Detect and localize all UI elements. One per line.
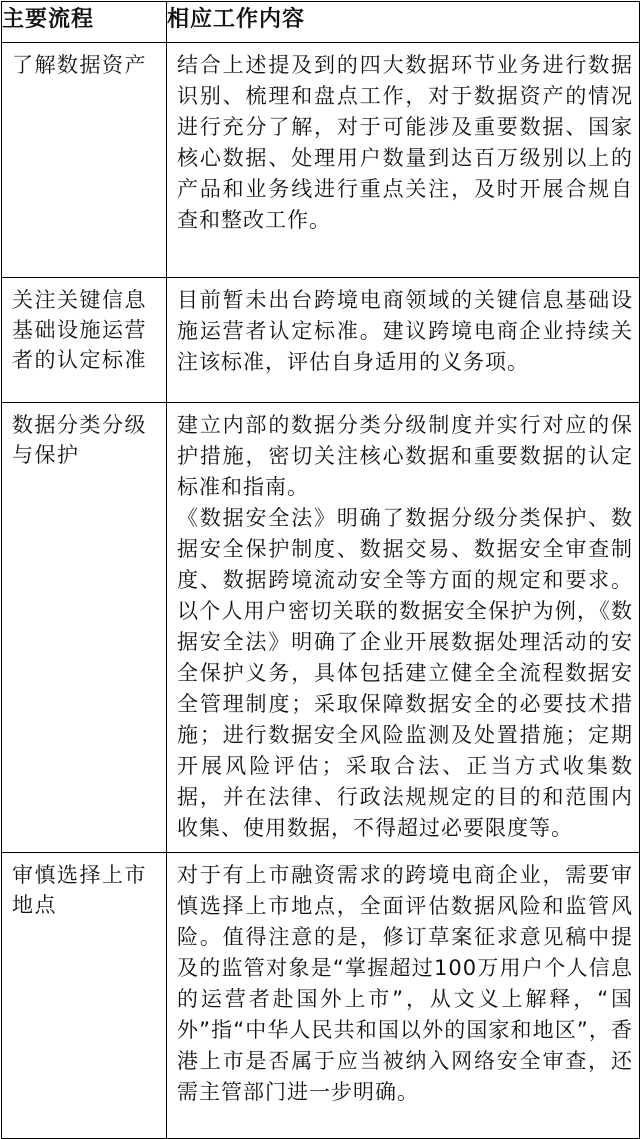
content-paragraph: 对于有上市融资需求的跨境电商企业，需要审慎选择上市地点，全面评估数据风险和监管风险。值得注意的是，修订草案征求意见稿中提及的监管对象是“掌握超过100万用户个人信息的运营者赴国外上市”，从文义上解释，“国外”指“中华人民共和国以外的国家和地区”，香港上市是否属于应当被纳入网络安全审查，还需主管部门进一步明确。	[177, 863, 633, 1104]
process-table	[1, 1, 640, 1139]
content-paragraph: 结合上述提及到的四大数据环节业务进行数据识别、梳理和盘点工作，对于数据资产的情况进行充分了解，对于可能涉及重要数据、国家核心数据、处理用户数量到达百万级别以上的产品和业务线进行重点关注，及时开展合规自查和整改工作。	[177, 53, 633, 232]
process-cell: 数据分类分级与保护	[2, 403, 167, 853]
table-row	[2, 853, 640, 1139]
content-cell	[167, 403, 640, 853]
content-cell	[167, 43, 640, 278]
content-paragraph: 目前暂未出台跨境电商领域的关键信息基础设施运营者认定标准。建议跨境电商企业持续关注该标准，评估自身适用的义务项。	[177, 288, 633, 374]
process-cell: 审慎选择上市地点	[2, 853, 167, 1139]
header-row	[2, 2, 640, 43]
table-row	[2, 403, 640, 853]
header-process: 主要流程	[2, 2, 167, 43]
table-row	[2, 278, 640, 403]
process-cell: 关注关键信息基础设施运营者的认定标准	[2, 278, 167, 403]
table-row	[2, 43, 640, 278]
content-cell	[167, 278, 640, 403]
process-cell: 了解数据资产	[2, 43, 167, 278]
content-paragraph: 建立内部的数据分类分级制度并实行对应的保护措施，密切关注核心数据和重要数据的认定标准和指南。	[177, 413, 633, 499]
content-paragraph: 《数据安全法》明确了数据分级分类保护、数据安全保护制度、数据交易、数据安全审查制度、数据跨境流动安全等方面的规定和要求。以个人用户密切关联的数据安全保护为例，《数据安全法》明确了企业开展数据处理活动的安全保护义务，具体包括建立健全全流程数据安全管理制度；采取保障数据安全的必要技术措施；进行数据安全风险监测及处置措施；定期开展风险评估；采取合法、正当方式收集数据，并在法律、行政法规规定的目的和范围内收集、使用数据，不得超过必要限度等。	[177, 506, 633, 840]
content-cell	[167, 853, 640, 1139]
header-content: 相应工作内容	[167, 2, 640, 43]
